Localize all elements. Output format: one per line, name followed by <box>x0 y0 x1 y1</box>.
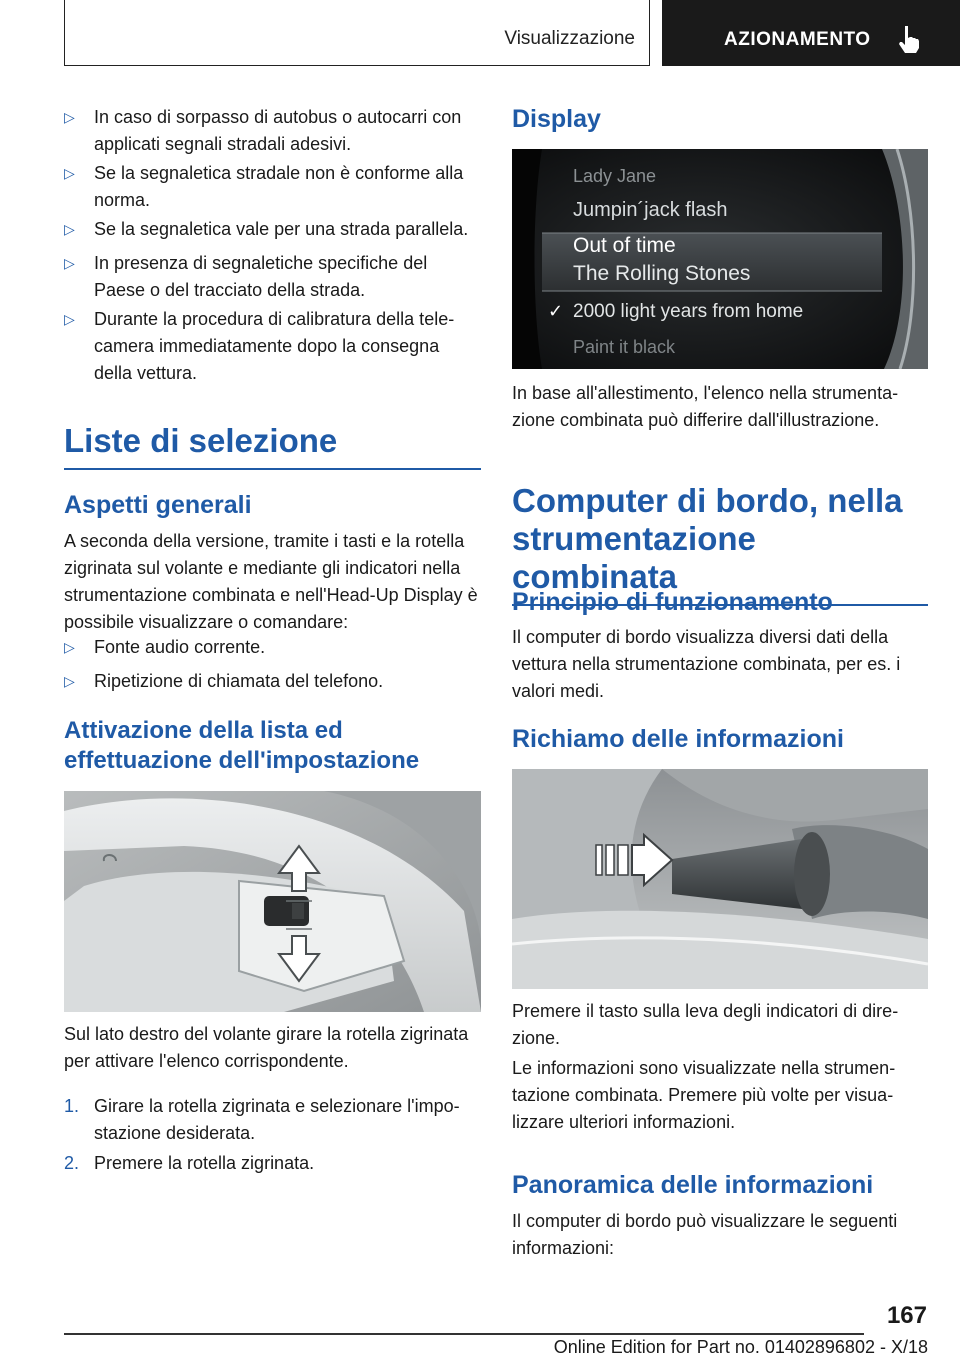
body-paragraph: Premere il tasto sulla leva degli indicatori di direzione. <box>512 1001 899 1048</box>
section-heading: Computer di bordo, nella strumentazione combinata <box>512 482 928 606</box>
body-paragraph: Sul lato destro del volante girare la rotella zigrinata per attivare l'elenco corrispondente. <box>64 1024 469 1071</box>
step-item: 1. Girare la rotella zigrinata e selezionare l'impostazione desiderata. <box>64 1096 460 1143</box>
subsection-heading: Principio di funzionamento <box>512 588 833 616</box>
body-paragraph: Il computer di bordo visualizza diversi dati della vettura nella strumentazione combinata, per es. i valori medi. <box>512 627 901 701</box>
subsection-heading: Attivazione della lista ed effettuazione dell'impostazione <box>64 717 420 774</box>
header-chapter-label: AZIONAMENTO <box>724 29 871 50</box>
subsection-heading: Richiamo delle informazioni <box>512 725 844 753</box>
display-row-selected: Out of time <box>573 234 676 257</box>
display-row: Lady Jane <box>573 166 657 186</box>
footer-divider <box>64 1333 864 1335</box>
triangle-bullet-icon: ▷ <box>64 165 75 181</box>
section-heading: Liste di selezione <box>64 422 481 470</box>
page-number: 167 <box>886 1302 927 1329</box>
display-row: 2000 light years from home <box>573 301 804 322</box>
body-paragraph: Le informazioni sono visualizzate nella strumentazione combinata. Premere più volte per visualizzare ulteriori informazioni. <box>512 1058 896 1132</box>
list-item: ▷ Ripetizione di chiamata del telefono. <box>64 668 481 695</box>
body-paragraph: Il computer di bordo può visualizzare le seguenti informazioni: <box>512 1211 898 1258</box>
step-item: 2. Premere la rotella zigrinata. <box>64 1153 315 1173</box>
triangle-bullet-icon: ▷ <box>64 673 75 689</box>
subsection-heading: Aspetti generali <box>64 491 252 519</box>
steering-wheel-illustration <box>64 791 481 1012</box>
header-chapter-tab <box>662 0 960 66</box>
list-item: ▷ In presenza di segnaletiche specifiche del Paese o del tracciato della strada. <box>64 250 481 304</box>
subsection-heading: Panoramica delle informazioni <box>512 1171 874 1199</box>
display-row-selected-subtitle: The Rolling Stones <box>573 262 751 285</box>
checkmark-icon: ✓ <box>548 301 564 321</box>
display-row: Jumpin´jack flash <box>573 199 728 221</box>
indicator-stalk-illustration <box>512 769 928 989</box>
list-item: ▷ Se la segnaletica stradale non è conforme alla norma. <box>64 160 481 214</box>
figure-caption: In base all'allestimento, l'elenco nella strumentazione combinata può differire dall'illustrazione. <box>512 383 899 430</box>
header-section-title: Visualizzazione <box>504 28 635 49</box>
pointing-hand-icon <box>895 24 923 54</box>
triangle-bullet-icon: ▷ <box>64 255 75 271</box>
list-item: ▷ Durante la procedura di calibratura della telecamera immediatamente dopo la consegna della vettura. <box>64 306 481 387</box>
subsection-heading: Display <box>512 105 601 133</box>
display-list-illustration <box>512 149 928 369</box>
triangle-bullet-icon: ▷ <box>64 311 75 327</box>
list-item: ▷ Fonte audio corrente. <box>64 634 481 661</box>
list-item: ▷ Se la segnaletica vale per una strada parallela. <box>64 216 481 243</box>
display-row: Paint it black <box>573 337 676 357</box>
footer-edition: Online Edition for Part no. 01402896802 - X/18 <box>553 1337 928 1357</box>
triangle-bullet-icon: ▷ <box>64 109 75 125</box>
triangle-bullet-icon: ▷ <box>64 639 75 655</box>
list-item: ▷ In caso di sorpasso di autobus o autocarri con applicati segnali stradali adesivi. <box>64 104 481 158</box>
triangle-bullet-icon: ▷ <box>64 221 75 237</box>
body-paragraph: A seconda della versione, tramite i tasti e la rotella zigrinata sul volante e mediante gli indicatori nella strumentazione combinata e nell'Head-Up Display è possibile visualizzare o comandare: <box>64 531 478 632</box>
